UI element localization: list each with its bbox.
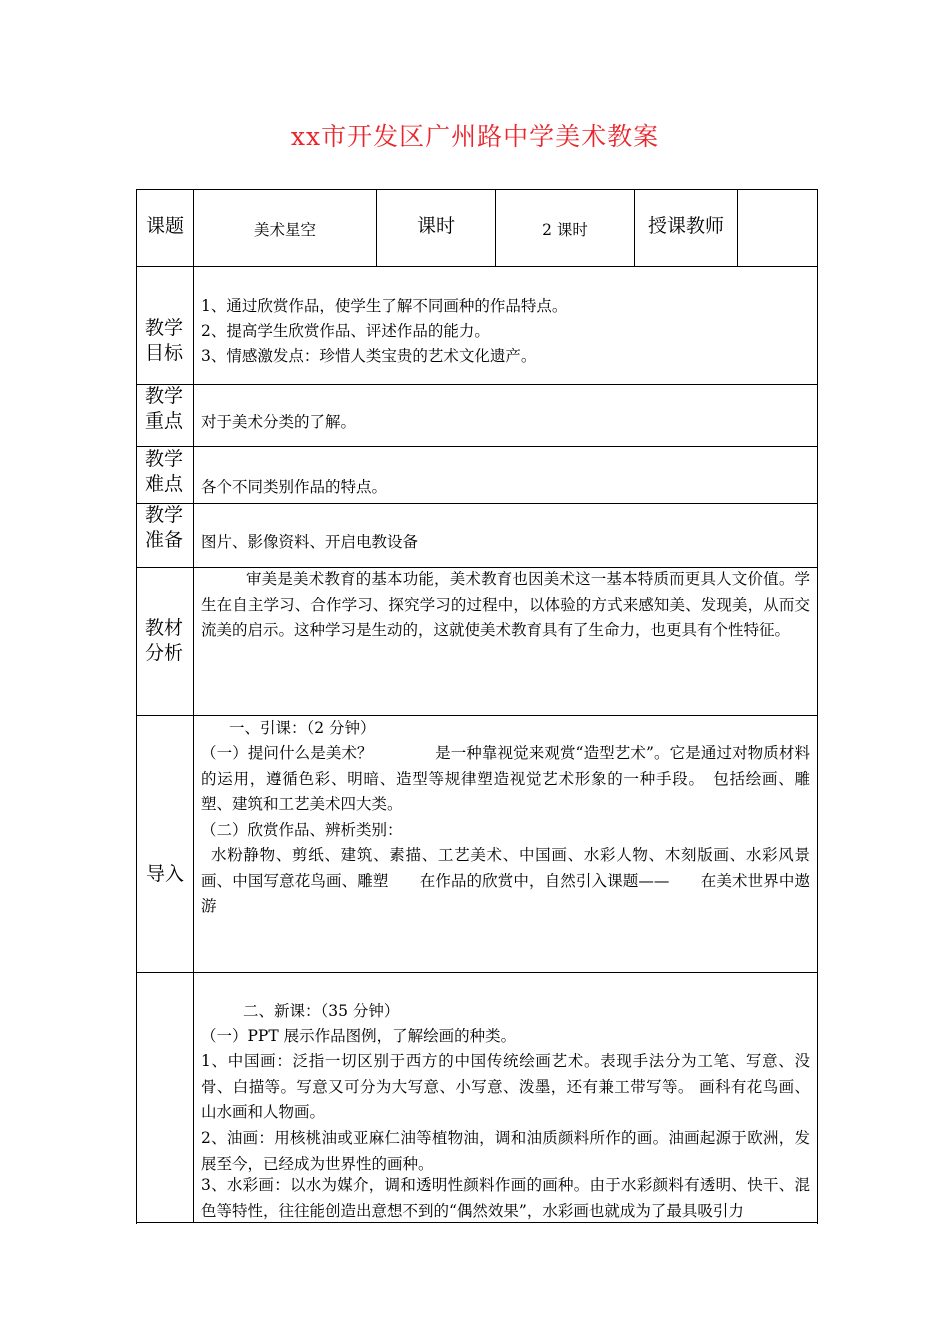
header-divider bbox=[737, 189, 738, 266]
new-lesson-paragraph: （一）PPT 展示作品图例，了解绘画的种类。 bbox=[201, 1027, 517, 1045]
hours-label: 课时 bbox=[416, 215, 455, 237]
key-points-label: 教学重点 bbox=[144, 385, 183, 432]
difficulties-label: 教学难点 bbox=[144, 448, 183, 495]
key-points-text: 对于美术分类的了解。 bbox=[201, 413, 357, 431]
page-title: xx市开发区广州路中学美术教案 bbox=[290, 122, 660, 151]
objective-item: 3、情感激发点：珍惜人类宝贵的艺术文化遗产。 bbox=[201, 347, 537, 365]
row-divider bbox=[136, 446, 817, 447]
new-lesson-paragraph: 1、中国画：泛指一切区别于西方的中国传统绘画艺术。表现手法分为工笔、写意、没骨、白描等。写意又可分为大写意、小写意、泼墨，还有兼工带写等。 画科有花鸟画、山水画和人物画。 bbox=[201, 1052, 810, 1121]
objective-item: 1、通过欣赏作品，使学生了解不同画种的作品特点。 bbox=[201, 297, 568, 315]
intro-paragraph: （一）提问什么是美术？ 是一种靠视觉来观赏“造型艺术”。它是通过对物质材料的运用，遵循色彩、明暗、造型等规律塑造视觉艺术形象的一种手段。 包括绘画、雕塑、建筑和工艺美术四大类。 bbox=[201, 744, 810, 813]
hours-value: 2 课时 bbox=[542, 221, 588, 239]
intro-paragraph: 水粉静物、剪纸、建筑、素描、工艺美术、中国画、水彩人物、木刻版画、水彩风景画、中国写意花鸟画、雕塑 在作品的欣赏中，自然引入课题—— 在美术世界中遨游 bbox=[201, 846, 810, 915]
analysis-label: 教材分析 bbox=[144, 617, 183, 664]
objective-item: 2、提高学生欣赏作品、评述作品的能力。 bbox=[201, 322, 490, 340]
objectives-label: 教学目标 bbox=[144, 317, 183, 364]
new-lesson-paragraph: 2、油画：用核桃油或亚麻仁油等植物油，调和油质颜料所作的画。油画起源于欧洲，发展至今，已经成为世界性的画种。 bbox=[201, 1129, 810, 1173]
intro-label: 导入 bbox=[145, 863, 184, 885]
difficulties-text: 各个不同类别作品的特点。 bbox=[201, 478, 388, 496]
row-divider bbox=[136, 266, 817, 267]
row-divider bbox=[136, 503, 817, 504]
topic-value: 美术星空 bbox=[253, 221, 316, 239]
teacher-label: 授课教师 bbox=[647, 215, 724, 237]
label-column-divider bbox=[193, 189, 194, 1223]
new-lesson-heading: 二、新课：（35 分钟） bbox=[243, 1002, 400, 1020]
topic-label: 课题 bbox=[145, 215, 184, 237]
intro-heading: 一、引课：（2 分钟） bbox=[229, 719, 376, 737]
analysis-text: 审美是美术教育的基本功能，美术教育也因美术这一基本特质而更具人文价值。学生在自主学习、合作学习、探究学习的过程中，以体验的方式来感知美、发现美，从而交流美的启示。这种学习是生动的，这就使美术教育具有了生命力，也更具有个性特征。 bbox=[201, 570, 810, 639]
new-lesson-paragraph: 3、水彩画：以水为媒介，调和透明性颜料作画的画种。由于水彩颜料有透明、快干、混色等特性，往往能创造出意想不到的“偶然效果”，水彩画也就成为了最具吸引力 bbox=[201, 1176, 810, 1220]
row-divider bbox=[136, 972, 817, 973]
preparation-label: 教学准备 bbox=[144, 504, 183, 551]
preparation-text: 图片、影像资料、开启电教设备 bbox=[201, 533, 419, 551]
intro-paragraph: （二）欣赏作品、辨析类别： bbox=[201, 821, 403, 839]
row-divider bbox=[136, 384, 817, 385]
